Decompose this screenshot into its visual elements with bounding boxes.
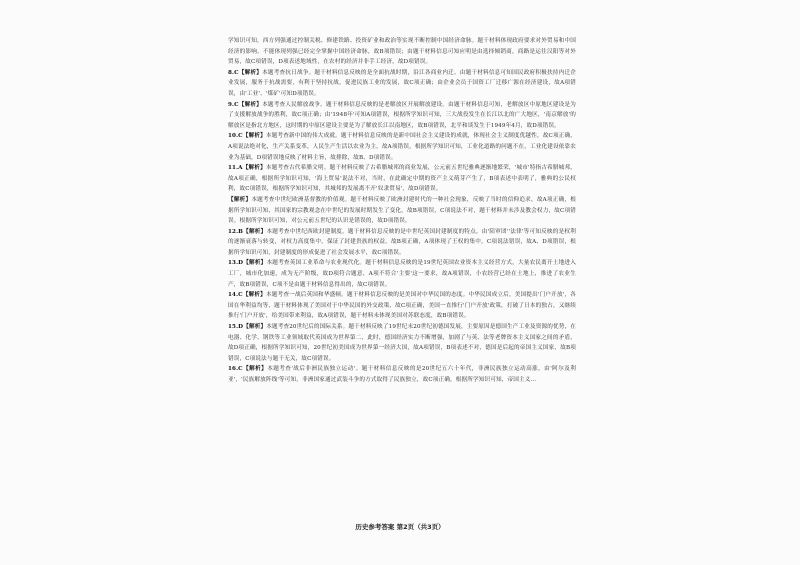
answer-text: 本题考查英国工业革命与农业现代化。题干材料信息反映的是19世纪英国农业资本主义经营方式，大量农民离开土地进入工厂，城市化加速，成为无产阶级，故D项符合题意，A项不符合'主要'这一要求，故A项错误，小农经营已经在土地上，推进了农业生产，故B项错误，C项不是由题干材料信息得出的，故C项错误。: [228, 260, 576, 288]
question-label: 13.D【解析】: [228, 260, 267, 267]
answer-text: 本题考查人民解放战争。题干材料信息反映的是老解放区开展解放建设。由题干材料信息可知，老解放区中原地区建设是为了支援解放战争的胜利，故C项正确；由'1948年'可知A项错误，根据所学知识可知，三大战役发生在长江以北的广大地区，'南京解放'的解放区是指北方地区，这时期的中原区建设主要是为了解放长江以南地区，故B项错误，北平和谈发生于1949年4月，故D项错误。: [228, 101, 576, 129]
answer-paragraph: [228, 227, 576, 259]
answer-text: 本题考查20世纪后的国际关系。题干材料反映了19世纪末20世纪初德国发展，主要原因是德国生产工业及资源的优势，在电器、化学、钢铁等工业领域取代英国成为世界第二，此时，德国经济实力不断增强，加剧了与英、法等老牌资本主义国家之间的矛盾，故D项正确，根据所学知识可知，20世纪初美国成为世界第一经济大国，故A项错误，B项表述不对，德国是后起的帝国主义国家，故B项错误，C项说法与题干无关，故C项错误。: [228, 324, 576, 362]
answer-paragraph: [228, 364, 576, 385]
question-label: 14.C【解析】: [228, 292, 266, 299]
question-label: 16.C【解析】: [228, 366, 268, 373]
answer-content: [228, 36, 576, 386]
answer-text: 本题考查中世纪西欧封建制度。题干材料信息反映的是中世纪英国封建制度的特点，由'陪审团''法律'等可知反映的是权利的逐渐衰落与转变，对权力高度集中，保证了封建贵族的权益，故B项正确，A项体现了王权的集中，C项说法错误，故A、D项错误，根据所学知识可知，封建制度的形成促进了社会发展水平，故C项错误。: [228, 228, 576, 256]
answer-paragraph: [228, 322, 576, 364]
question-label: 12.B【解析】: [228, 228, 267, 235]
answer-text: 本题考查抗日战争。题干材料信息反映的是全面抗战时期，沿江各商业内迁。由题干材料信息可知国民政府积极扶持内迁企业发展，服务于抗战需要，有利于坚持抗战，促进民族工业的发展，故C项正确；由企业会员于国资工厂迁移广源在经济建设，故A项错误，由'工业'、'煤矿'可知D项错误。: [228, 69, 576, 97]
answer-text: 本题考查一战后英国和华盛顿。题干材料信息反映的是美国对中华民国的态度。中华民国成立后，美国提出'门户开放'，各国在华利益均等，题干材料体现了美国对于中华民国的外交政策，故C项正确，美国一直推行'门户开放'政策，打破了日本的独占，又继续推行'门户开放'，给美国带来利益，故A项错误，题干材料未体现美国对苏联态度，故B项错误。: [228, 292, 576, 320]
answer-paragraph: [228, 290, 576, 322]
answer-text: 本题考查新中国的伟大成就。题干材料信息反映的是新中国社会主义建设的成就，体现社会主义制度优越性，故C项正确，A项说法绝对化，生产关系变革，人民生产生活以农业为主，故A项错误，根据所学知识可知，工业化道路的问题不在，工业化建设依靠农业为基础，D项错误地反映了材料主旨，故排除，故B、D项错误。: [228, 133, 576, 161]
question-label: 10.C【解析】: [228, 133, 266, 140]
answer-paragraph: [228, 131, 576, 163]
answer-paragraph: [228, 100, 576, 132]
answer-paragraph: [228, 36, 576, 68]
answer-text: 学知识可知，西方列强通过控制关税、修建铁路、投资矿业和政治等实现不断控制中国经济命脉。题干材料体现政府要求对外贸易和中国经济的影响，不能体现列强已经完全掌握中国经济命脉，故B项错误；由题干材料信息可知应明是由选择倾销商，商路是运往汉阳等对外贸易，故C项错误，D项表述地域性，在农村的经济并非手工经济，故D项错误。: [228, 38, 576, 66]
answer-text: 本题考查'战后非洲民族独立运动'。题干材料信息反映的是20世纪五六十年代，非洲民族独立运动高涨，由'阿尔及利亚'，'民族解放阵线'等可知，非洲国家通过武装斗争的方式取得了民族独立，故C项正确，根据所学知识可知，帝国主义...: [228, 366, 576, 383]
question-label: 11.A【解析】: [228, 165, 266, 172]
answer-paragraph: [228, 195, 576, 227]
question-label: 15.D【解析】: [228, 324, 267, 331]
answer-paragraph: [228, 68, 576, 100]
question-label: 9.C【解析】: [228, 101, 263, 108]
page-footer: 历史参考答案 第2页（共3页）: [355, 523, 445, 531]
answer-paragraph: [228, 258, 576, 290]
answer-text: 本题考查中世纪欧洲基督教的价值观。题干材料反映了欧洲封建时代的一种社会现象，反映了当时的信仰追求，故A项正确，根据所学知识可知，其国家的宗教观念在中世纪的发展时期发生了变化，故B项错误，C项说法不对，题干材料并未涉及教会权力，故C项错误。根据所学知识可知，对公元前五世纪的认识是错误的，故D项错误。: [228, 196, 576, 225]
question-label: 【解析】: [228, 196, 252, 203]
answer-paragraph: [228, 163, 576, 195]
question-label: 8.C【解析】: [228, 69, 263, 76]
answer-text: 本题考查古代希腊文明。题干材料反映了古希腊城邦的商业发展，公元前五世纪雅典逐渐地繁荣，'城市'特指古希腊城邦，故A项正确，根据所学知识可知，'海上贸易'说法不对，当时，在此确定中期的资产主义萌芽产生了，B项表述中表明了，雅典的公民权利，故C项错误，根据所学知识可知，其城邦的发展离不开'奴隶贸易'，故D项错误。: [228, 165, 577, 193]
